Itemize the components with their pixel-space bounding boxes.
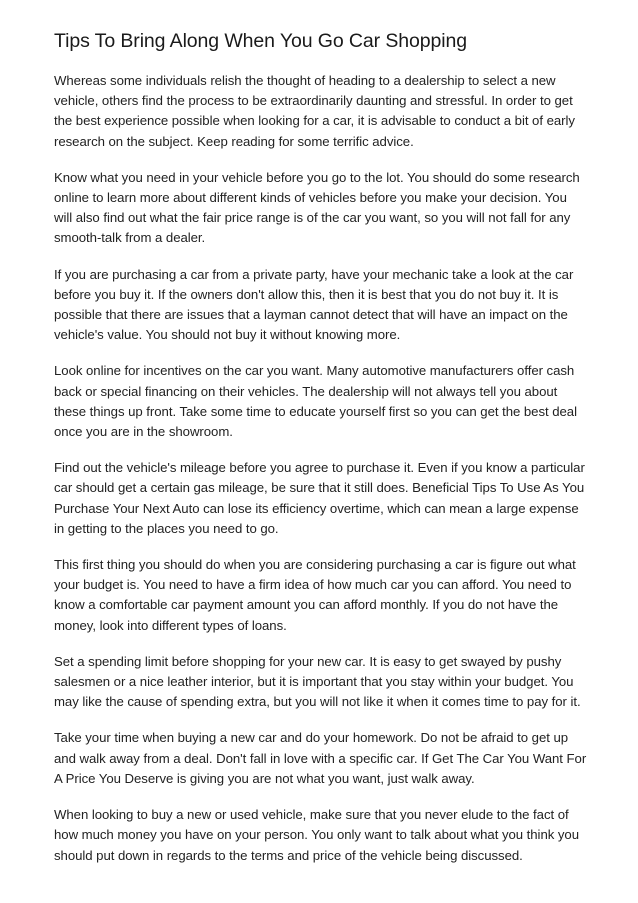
document-title: Tips To Bring Along When You Go Car Shopping [54, 30, 467, 52]
paragraph: Look online for incentives on the car you want. Many automotive manufacturers offer cash back or special financing on their vehicles. The dealership will not always tell you about these things up front. Take some time to educate yourself first so you can get the best deal once you are in the showroom. [54, 363, 577, 440]
paragraph: Find out the vehicle's mileage before you agree to purchase it. Even if you know a particular car should get a certain gas mileage, be sure that it still does. Beneficial Tips To Use As You Purchase Your Next Auto can lose its efficiency overtime, which can mean a large expense in getting to the places you need to go. [54, 460, 585, 536]
document-page [54, 28, 588, 882]
paragraph: Set a spending limit before shopping for your new car. It is easy to get swayed by pushy salesmen or a nice leather interior, but it is important that you stay within your budget. You may like the cause of spending extra, but you will not like it when it comes time to pay for it. [54, 653, 581, 710]
paragraph: If you are purchasing a car from a private party, have your mechanic take a look at the car before you buy it. If the owners don't allow this, then it is best that you do not buy it. It is possible that there are issues that a layman cannot detect that will have an impact on the vehicle's value. You should not buy it without knowing more. [54, 266, 574, 343]
paragraph: Whereas some individuals relish the thought of heading to a dealership to select a new vehicle, others find the process to be extraordinarily daunting and stressful. In order to get the best experience possible when looking for a car, it is advisable to conduct a bit of early research on the subject. Keep reading for some terrific advice. [54, 73, 575, 149]
paragraph: This first thing you should do when you are considering purchasing a car is figure out what your budget is. You need to have a firm idea of how much car you can afford. You need to know a comfortable car payment amount you can afford monthly. If you do not have the money, look into different types of loans. [54, 557, 576, 633]
paragraph: Know what you need in your vehicle before you go to the lot. You should do some research online to learn more about different kinds of vehicles before you make your decision. You will also find out what the fair price range is of the car you want, so you will not fall for any smooth-talk from a dealer. [54, 169, 580, 246]
paragraph: When looking to buy a new or used vehicle, make sure that you never elude to the fact of how much money you have on your person. You only want to talk about what you think you should put down in regards to the terms and price of the vehicle being discussed. [54, 807, 579, 863]
paragraph: Take your time when buying a new car and do your homework. Do not be afraid to get up and walk away from a deal. Don't fall in love with a specific car. If Get The Car You Want For A Price You Deserve is giving you are not what you want, just walk away. [54, 730, 587, 786]
